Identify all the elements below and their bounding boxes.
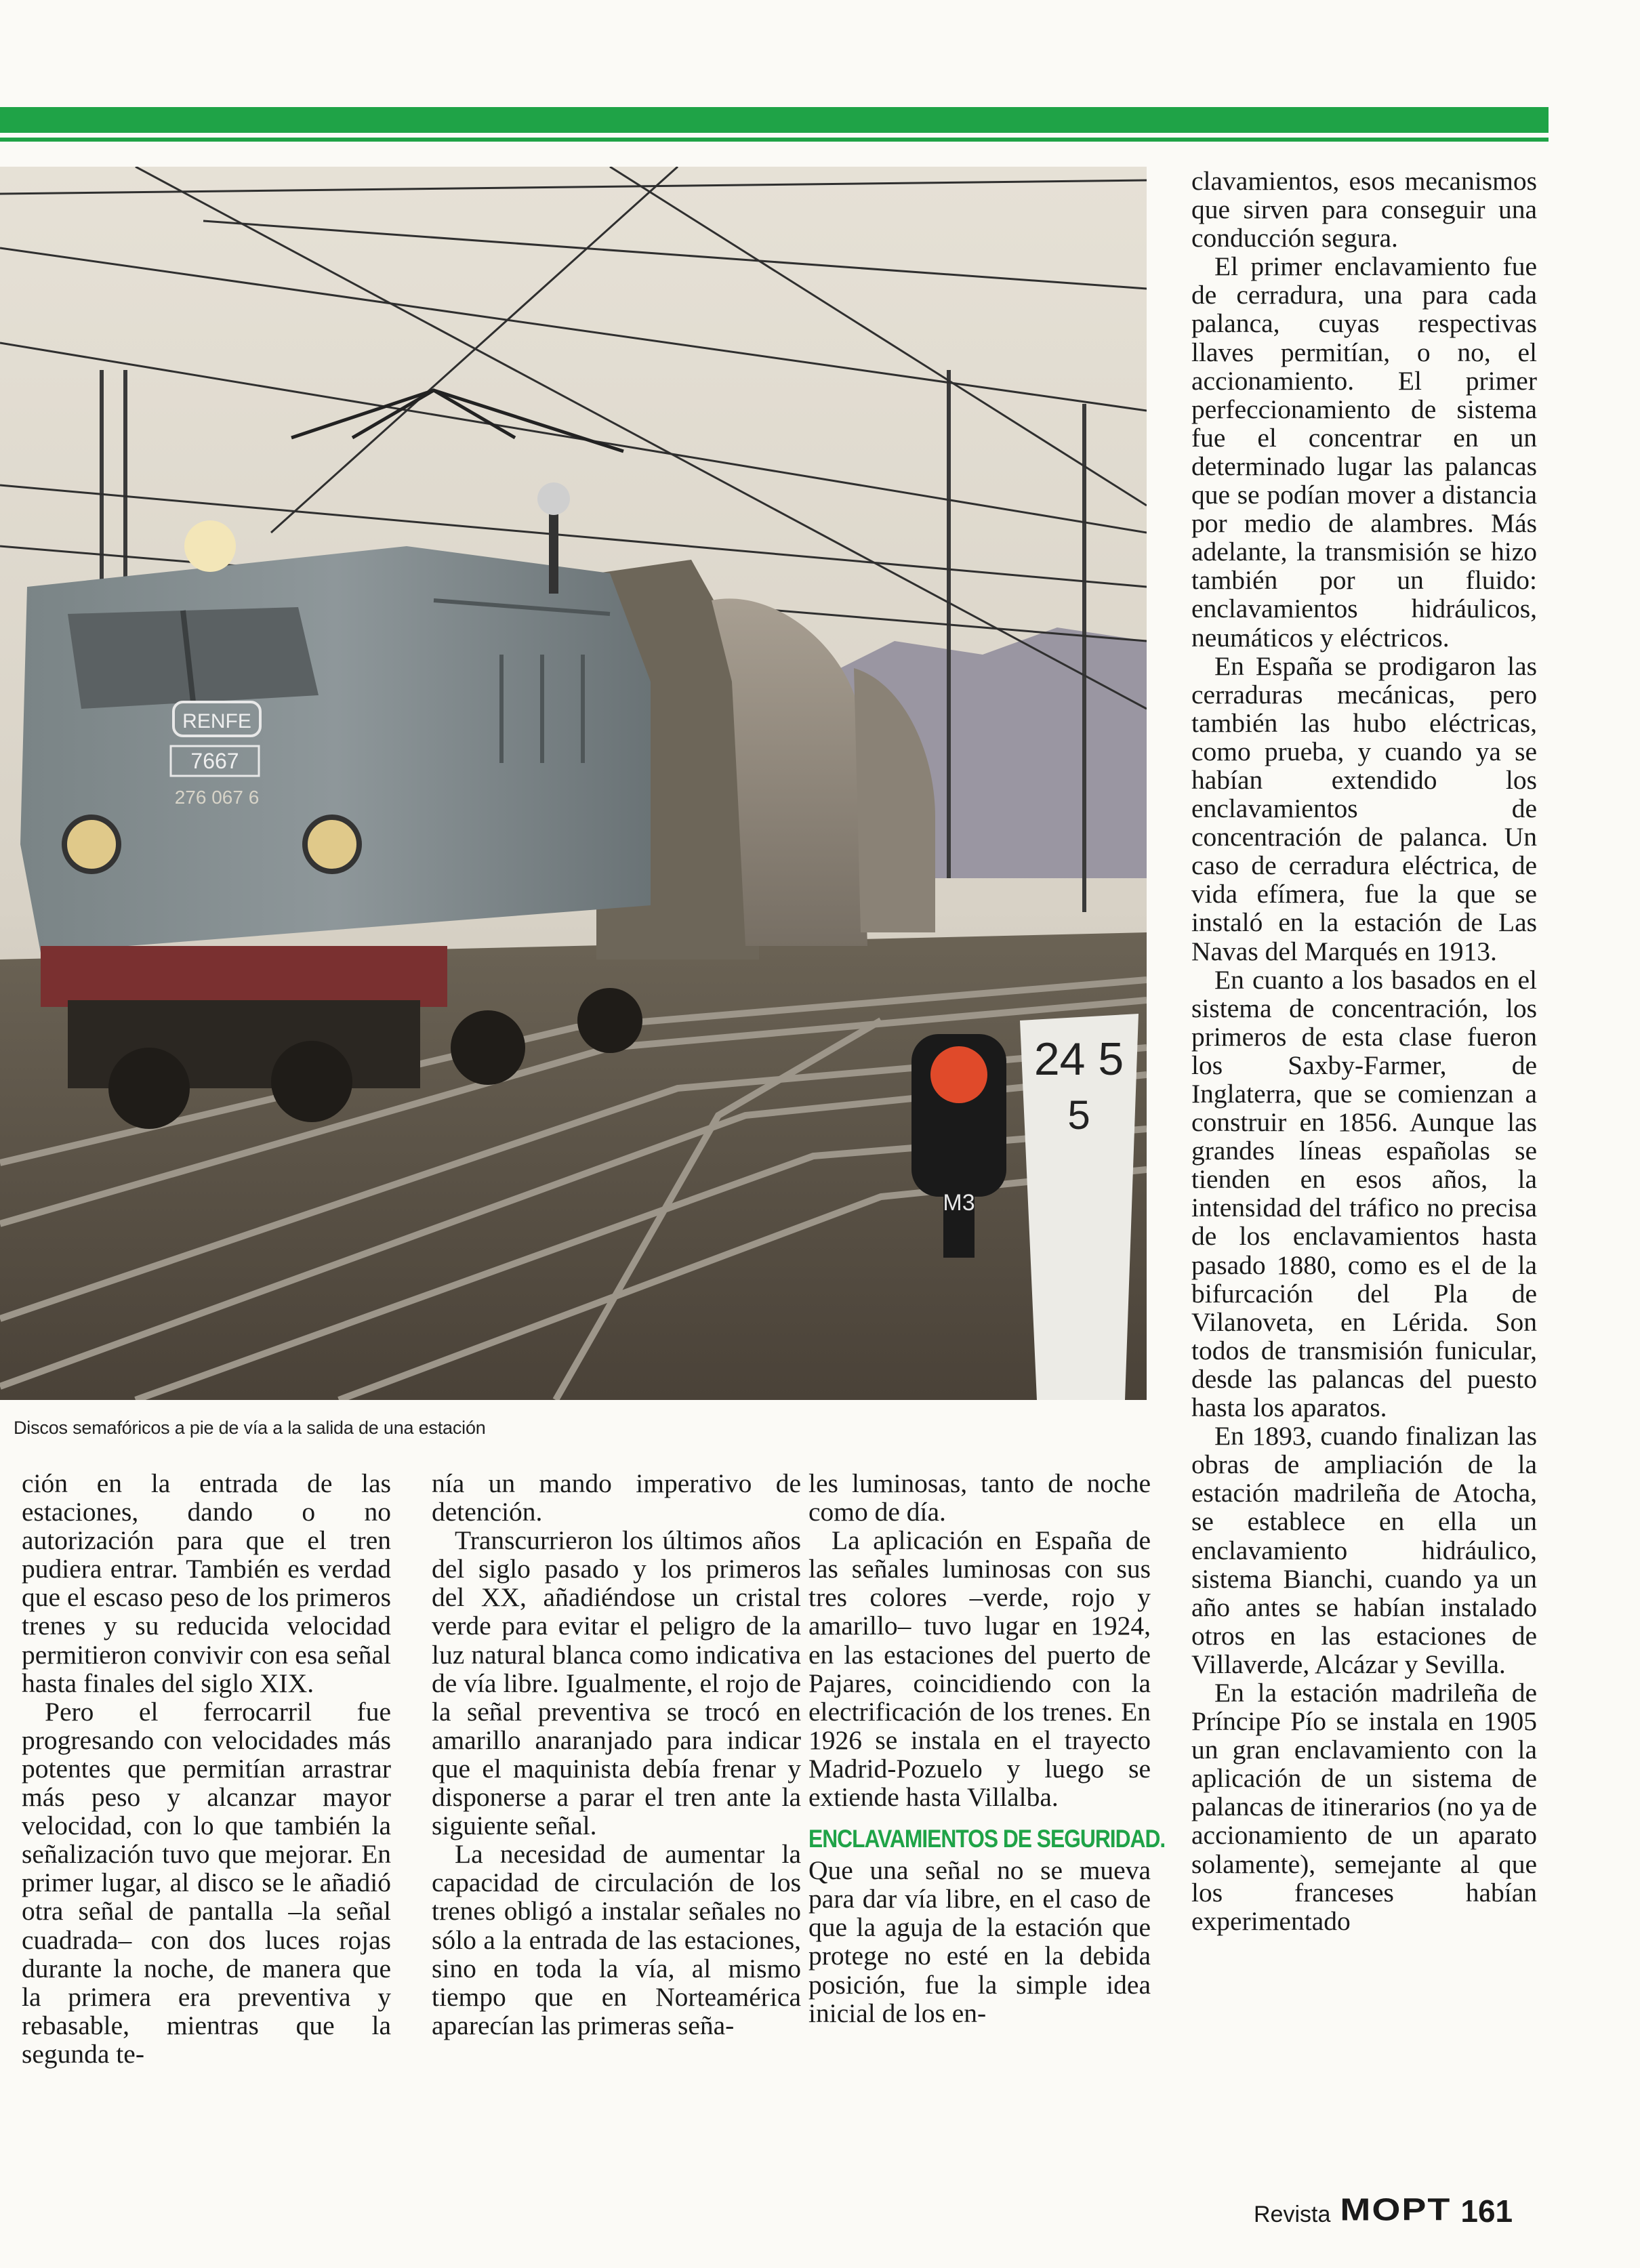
text-column-1 — [22, 1469, 391, 2068]
paragraph: En cuanto a los basados en el sistema de concentración, los primeros de esta clase fueron los Saxby-Farmer, de Inglaterra, que se comienzan a construir en 1856. Aunque las grandes líneas españolas se tienden en esos años, la intensidad del tráfico no precisa de los enclavamientos hasta pasado 1880, como es el de la bifurcación del Pla de Vilanoveta, en Lérida. Son todos de transmisión funicular, desde las palancas del puesto hasta los aparatos. — [1191, 964, 1537, 1423]
paragraph: En España se prodigaron las cerraduras mecánicas, pero también las hubo eléctricas, como prueba, y cuando ya se habían extendido los enclavamientos de concentración de palanca. Un caso de cerradura eléctrica, de vida efímera, fue la que se instaló en la estación de Las Navas del Marqués en 1913. — [1191, 651, 1537, 966]
loco-code: 276 067 6 — [174, 787, 260, 808]
paragraph: ción en la entrada de las estaciones, dando o no autorización para que el tren pudiera entrar. También es verdad que el escaso peso de los primeros trenes y su reducida velocidad permitieron convivir con esa señal hasta finales del siglo XIX. — [22, 1468, 391, 1698]
footer-magazine-logo: MOPT — [1340, 2192, 1452, 2227]
photo-caption: Discos semafóricos a pie de vía a la salida de una estación — [14, 1418, 486, 1438]
paragraph: Que una señal no se mueva para dar vía libre, en el caso de que la aguja de la estación que protege no esté en la debida posición, fue la simple idea inicial de los en- — [808, 1855, 1151, 2028]
paragraph: Pero el ferrocarril fue progresando con velocidades más potentes que permitían arrastrar más peso y alcanzar mayor velocidad, con lo que también la señalización tuvo que mejorar. En primer lugar, al disco se le añadió otra señal de pantalla –la señal cuadrada– con dos luces rojas durante la noche, de manera que la primera era preventiva y rebasable, mientras que la segunda te- — [22, 1696, 391, 2069]
km-post-sub: 5 — [1067, 1092, 1090, 1138]
loco-brand: RENFE — [182, 710, 251, 733]
paragraph: Transcurrieron los últimos años del siglo pasado y los primeros del XX, añadiéndose un cristal verde para evitar el peligro de la luz natural blanca como indicativa de vía libre. Igualmente, el rojo de la señal preventiva se trocó en amarillo anaranjado para indicar que el maquinista debía frenar y disponerse a parar el tren ante la siguiente señal. — [432, 1525, 801, 1841]
section-heading: ENCLAVAMIENTOS DE SEGURIDAD. — [808, 1825, 1166, 1853]
page-number: 161 — [1460, 2193, 1513, 2229]
paragraph: les luminosas, tanto de noche como de día. — [808, 1468, 1151, 1527]
paragraph: La aplicación en España de las señales luminosas con sus tres colores –verde, rojo y amarillo– tuvo lugar en 1924, en las estaciones del puerto de Pajares, coincidiendo con la electrificación de los trenes. En 1926 se instala en el trayecto Madrid-Pozuelo y luego se extiende hasta Villalba. — [808, 1525, 1151, 1813]
paragraph: La necesidad de aumentar la capacidad de circulación de los trenes obligó a instalar señales no sólo a la entrada de las estaciones, sino en toda la vía, al mismo tiempo que en Norteamérica aparecían las primeras seña- — [432, 1839, 801, 2040]
paragraph: El primer enclavamiento fue de cerradura, una para cada palanca, cuyas respectivas llaves permitían, o no, el accionamiento. El primer perfeccionamiento de sistema fue el concentrar en un determinado lugar las palancas que se podían mover a distancia por medio de alambres. Más adelante, la transmisión se hizo también por un fluido: enclavamientos hidráulicos, neumáticos y eléctricos. — [1191, 251, 1537, 653]
loco-number: 7667 — [190, 749, 239, 773]
page-footer — [1254, 2189, 1513, 2229]
paragraph: clavamientos, esos mecanismos que sirven para conseguir una conducción segura. — [1191, 166, 1537, 253]
signal-label: M3 — [943, 1190, 975, 1216]
header-green-bar — [0, 107, 1549, 133]
header-green-line — [0, 138, 1549, 142]
paragraph: En 1893, cuando finalizan las obras de ampliación de la estación madrileña de Atocha, se establece en ella un enclavamiento hidráulico, sistema Bianchi, cuando ya un año antes se habían instalado otros en las estaciones de Villaverde, Alcázar y Sevilla. — [1191, 1421, 1537, 1679]
text-column-2 — [432, 1469, 801, 2040]
train-photo — [0, 167, 1147, 1400]
paragraph: nía un mando imperativo de detención. — [432, 1468, 801, 1527]
footer-revista: Revista — [1254, 2202, 1331, 2227]
paragraph: En la estación madrileña de Príncipe Pío se instala en 1905 un gran enclavamiento con la aplicación de un sistema de palancas de itinerarios (no ya de accionamiento de un aparato solamente), semejante al que los franceses habían experimentado — [1191, 1677, 1537, 1936]
text-column-4 — [1191, 167, 1537, 1935]
text-column-3 — [808, 1468, 1166, 2028]
km-post-number: 24 5 — [1033, 1033, 1124, 1085]
